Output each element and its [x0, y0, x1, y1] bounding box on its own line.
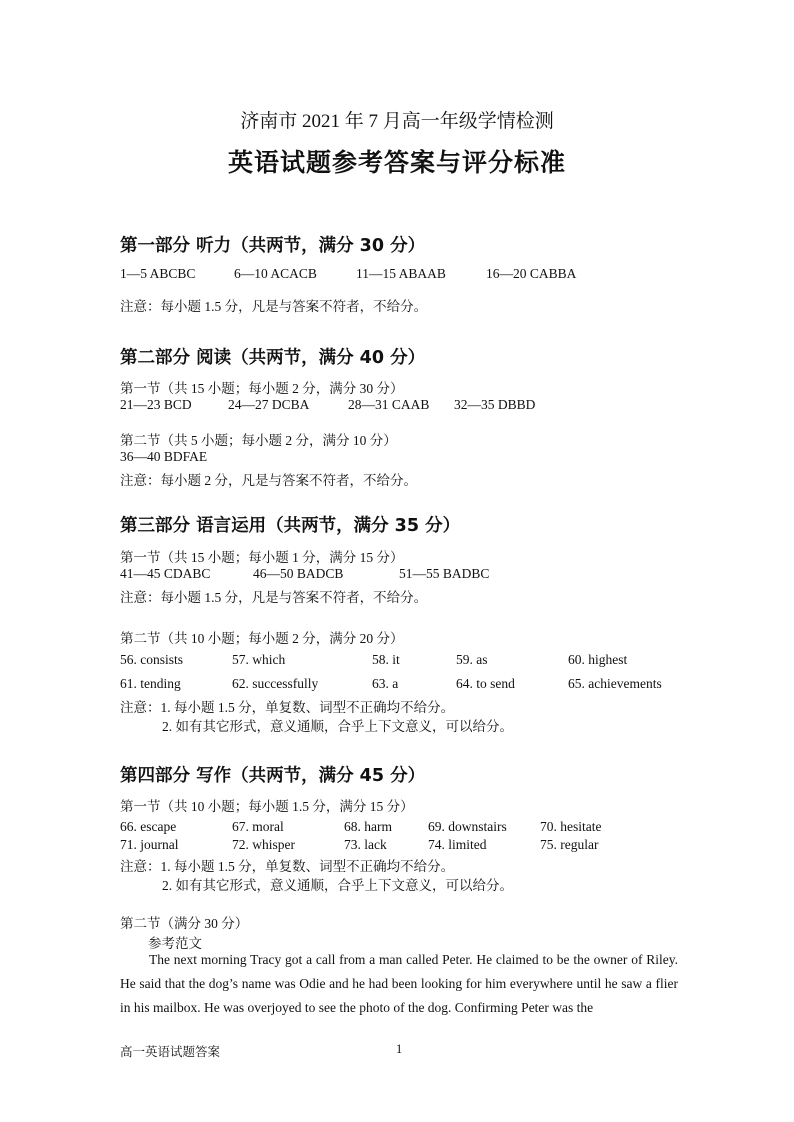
part1-note: 注意：每小题 1.5 分，凡是与答案不符者，不给分。 [120, 299, 428, 314]
answer-group: 1—5 ABCBC [120, 266, 196, 281]
sample-essay-label: 参考范文 [148, 936, 202, 951]
part2-note: 注意：每小题 2 分，凡是与答案不符者，不给分。 [120, 473, 417, 488]
answer-group: 6—10 ACACB [234, 266, 317, 281]
answer-item: 65. achievements [568, 676, 662, 691]
answer-group: 46—50 BADCB [253, 566, 344, 581]
footer-label: 高一英语试题答案 [120, 1045, 221, 1059]
answer-group: 51—55 BADBC [399, 566, 490, 581]
answer-item: 74. limited [428, 837, 487, 852]
answer-item: 64. to send [456, 676, 515, 691]
part2-section1-heading: 第一节（共 15 小题；每小题 2 分，满分 30 分） [120, 381, 404, 396]
answer-group: 21—23 BCD [120, 397, 192, 412]
part2-section2-answers: 36—40 BDFAE [120, 449, 208, 464]
answer-item: 57. which [232, 652, 286, 667]
sample-essay-text: The next morning Tracy got a call from a man called Peter. He claimed to be the owner of Riley. He said that the dog’s name was Odie and he had been looking for him everywhere until he saw a flier in his mailbox. He was overjoyed to see the photo of the dog. Confirming Peter was the [120, 952, 678, 1015]
answer-item: 67. moral [232, 819, 284, 834]
answer-item: 56. consists [120, 652, 184, 667]
answer-item: 62. successfully [232, 676, 319, 691]
page-number: 1 [396, 1042, 403, 1056]
part3-note-2: 2. 如有其它形式，意义通顺，合乎上下文意义，可以给分。 [162, 719, 513, 734]
answer-item: 70. hesitate [540, 819, 602, 834]
part4-section2-heading: 第二节（满分 30 分） [120, 916, 249, 931]
part3-section2-heading: 第二节（共 10 小题；每小题 2 分，满分 20 分） [120, 631, 404, 646]
answer-group: 11—15 ABAAB [356, 266, 446, 281]
part4-note-1: 注意：1. 每小题 1.5 分，单复数、词型不正确均不给分。 [120, 859, 455, 874]
answer-item: 73. lack [344, 837, 387, 852]
part3-section1-note: 注意：每小题 1.5 分，凡是与答案不符者，不给分。 [120, 590, 428, 605]
exam-title: 济南市 2021 年 7 月高一年级学情检测 [240, 111, 554, 132]
answer-item: 68. harm [344, 819, 392, 834]
answer-item: 58. it [372, 652, 400, 667]
part2-section2-heading: 第二节（共 5 小题；每小题 2 分，满分 10 分） [120, 433, 397, 448]
answer-item: 75. regular [540, 837, 599, 852]
document-title: 英语试题参考答案与评分标准 [227, 150, 566, 177]
answer-group: 41—45 CDABC [120, 566, 211, 581]
answer-group: 28—31 CAAB [348, 397, 430, 412]
part2-heading: 第二部分 阅读（共两节，满分 40 分） [120, 348, 426, 368]
part3-section1-heading: 第一节（共 15 小题；每小题 1 分，满分 15 分） [120, 550, 404, 565]
answer-group: 24—27 DCBA [228, 397, 310, 412]
answer-item: 66. escape [120, 819, 177, 834]
part3-heading: 第三部分 语言运用（共两节，满分 35 分） [120, 516, 461, 536]
answer-item: 63. a [372, 676, 399, 691]
answer-group: 32—35 DBBD [454, 397, 536, 412]
answer-group: 16—20 CABBA [486, 266, 577, 281]
part1-heading: 第一部分 听力（共两节，满分 30 分） [120, 236, 426, 256]
part4-heading: 第四部分 写作（共两节，满分 45 分） [120, 766, 426, 786]
part3-note-1: 注意：1. 每小题 1.5 分，单复数、词型不正确均不给分。 [120, 700, 455, 715]
answer-item: 72. whisper [232, 837, 295, 852]
answer-item: 71. journal [120, 837, 179, 852]
answer-item: 60. highest [568, 652, 628, 667]
answer-item: 59. as [456, 652, 488, 667]
part4-section1-heading: 第一节（共 10 小题；每小题 1.5 分，满分 15 分） [120, 799, 414, 814]
answer-item: 61. tending [120, 676, 181, 691]
part4-note-2: 2. 如有其它形式，意义通顺，合乎上下文意义，可以给分。 [162, 878, 513, 893]
answer-item: 69. downstairs [428, 819, 507, 834]
